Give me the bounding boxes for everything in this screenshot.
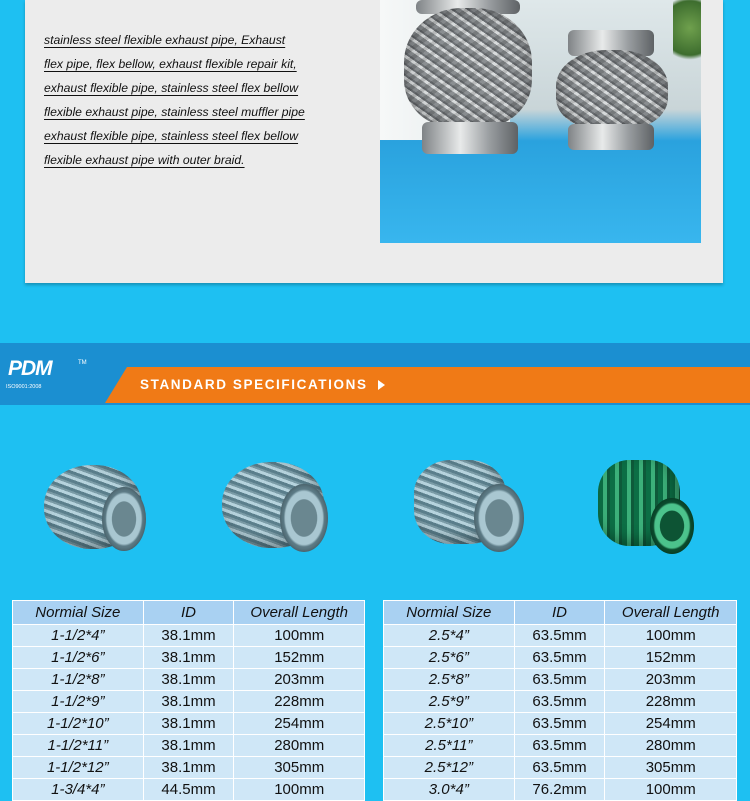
- table-cell: 63.5mm: [514, 691, 605, 713]
- table-cell: 38.1mm: [143, 625, 234, 647]
- table-cell: 280mm: [605, 735, 737, 757]
- flex-pipe-small: [556, 50, 668, 130]
- table-cell: 2.5*10”: [384, 713, 515, 735]
- table-row: [13, 713, 365, 735]
- table-row: [384, 735, 737, 757]
- table-cell: 63.5mm: [514, 647, 605, 669]
- product-opening: [474, 484, 524, 552]
- logo-trademark: TM: [78, 360, 87, 366]
- table-cell: 38.1mm: [143, 735, 234, 757]
- flex-pipe-large: [404, 8, 532, 128]
- table-cell: 38.1mm: [143, 713, 234, 735]
- table-cell: 63.5mm: [514, 735, 605, 757]
- photo-plant: [673, 0, 701, 70]
- description-line: exhaust flexible pipe, stainless steel flex bellow: [44, 81, 299, 95]
- description-line: stainless steel flexible exhaust pipe, Exhaust: [44, 33, 286, 47]
- table-cell: 2.5*12”: [384, 757, 515, 779]
- column-header: Normial Size: [384, 601, 515, 625]
- table-cell: 203mm: [234, 669, 365, 691]
- product-opening: [102, 487, 146, 551]
- table-row: [384, 757, 737, 779]
- table-row: [384, 691, 737, 713]
- description-line: flexible exhaust pipe with outer braid.: [44, 153, 245, 167]
- table-cell: 2.5*9”: [384, 691, 515, 713]
- table-cell: 228mm: [234, 691, 365, 713]
- table-cell: 2.5*4”: [384, 625, 515, 647]
- column-header: ID: [143, 601, 234, 625]
- column-header: Normial Size: [13, 601, 144, 625]
- table-cell: 203mm: [605, 669, 737, 691]
- table-header-row: [384, 601, 737, 625]
- table-cell: 152mm: [234, 647, 365, 669]
- table-cell: 38.1mm: [143, 757, 234, 779]
- table-cell: 1-3/4*4”: [13, 779, 144, 801]
- table-row: [13, 779, 365, 801]
- column-header: Overall Length: [234, 601, 365, 625]
- table-row: [13, 757, 365, 779]
- product-description: [44, 28, 364, 172]
- table-cell: 152mm: [605, 647, 737, 669]
- table-header-row: [13, 601, 365, 625]
- table-cell: 100mm: [605, 779, 737, 801]
- product-photo: [380, 0, 701, 243]
- table-cell: 100mm: [234, 625, 365, 647]
- table-row: [384, 713, 737, 735]
- table-cell: 2.5*8”: [384, 669, 515, 691]
- table-cell: 1-1/2*8”: [13, 669, 144, 691]
- table-row: [13, 735, 365, 757]
- spec-table-right: [383, 600, 737, 801]
- table-cell: 100mm: [234, 779, 365, 801]
- table-cell: 254mm: [234, 713, 365, 735]
- table-cell: 100mm: [605, 625, 737, 647]
- table-cell: 63.5mm: [514, 757, 605, 779]
- play-arrow-icon: [378, 380, 385, 390]
- table-cell: 305mm: [605, 757, 737, 779]
- table-row: [13, 647, 365, 669]
- table-cell: 305mm: [234, 757, 365, 779]
- table-cell: 1-1/2*10”: [13, 713, 144, 735]
- table-cell: 38.1mm: [143, 691, 234, 713]
- table-cell: 63.5mm: [514, 625, 605, 647]
- column-header: ID: [514, 601, 605, 625]
- pdm-logo: PDM: [8, 357, 52, 380]
- table-row: [384, 625, 737, 647]
- table-cell: 1-1/2*4”: [13, 625, 144, 647]
- table-cell: 1-1/2*12”: [13, 757, 144, 779]
- table-cell: 63.5mm: [514, 669, 605, 691]
- column-header: Overall Length: [605, 601, 737, 625]
- table-cell: 1-1/2*6”: [13, 647, 144, 669]
- table-row: [13, 625, 365, 647]
- table-cell: 63.5mm: [514, 713, 605, 735]
- table-row: [13, 669, 365, 691]
- table-row: [384, 647, 737, 669]
- banner-title: STANDARD SPECIFICATIONS: [140, 377, 368, 392]
- product-opening: [280, 484, 328, 552]
- table-row: [384, 669, 737, 691]
- table-cell: 3.0*4”: [384, 779, 515, 801]
- table-cell: 76.2mm: [514, 779, 605, 801]
- table-cell: 1-1/2*11”: [13, 735, 144, 757]
- table-row: [384, 779, 737, 801]
- table-cell: 38.1mm: [143, 669, 234, 691]
- spec-table-left: [12, 600, 365, 801]
- table-cell: 44.5mm: [143, 779, 234, 801]
- product-opening: [650, 498, 694, 554]
- pipe-bottom-ring-large: [422, 122, 518, 154]
- logo-iso-cert: ISO9001:2008: [6, 384, 42, 390]
- description-line: flexible exhaust pipe, stainless steel muffler pipe: [44, 105, 305, 119]
- pipe-bottom-ring-small: [568, 124, 654, 150]
- table-cell: 280mm: [234, 735, 365, 757]
- table-cell: 254mm: [605, 713, 737, 735]
- description-line: exhaust flexible pipe, stainless steel flex bellow: [44, 129, 299, 143]
- table-cell: 2.5*6”: [384, 647, 515, 669]
- table-cell: 38.1mm: [143, 647, 234, 669]
- table-cell: 1-1/2*9”: [13, 691, 144, 713]
- table-row: [13, 691, 365, 713]
- description-line: flex pipe, flex bellow, exhaust flexible repair kit,: [44, 57, 297, 71]
- table-cell: 2.5*11”: [384, 735, 515, 757]
- table-cell: 228mm: [605, 691, 737, 713]
